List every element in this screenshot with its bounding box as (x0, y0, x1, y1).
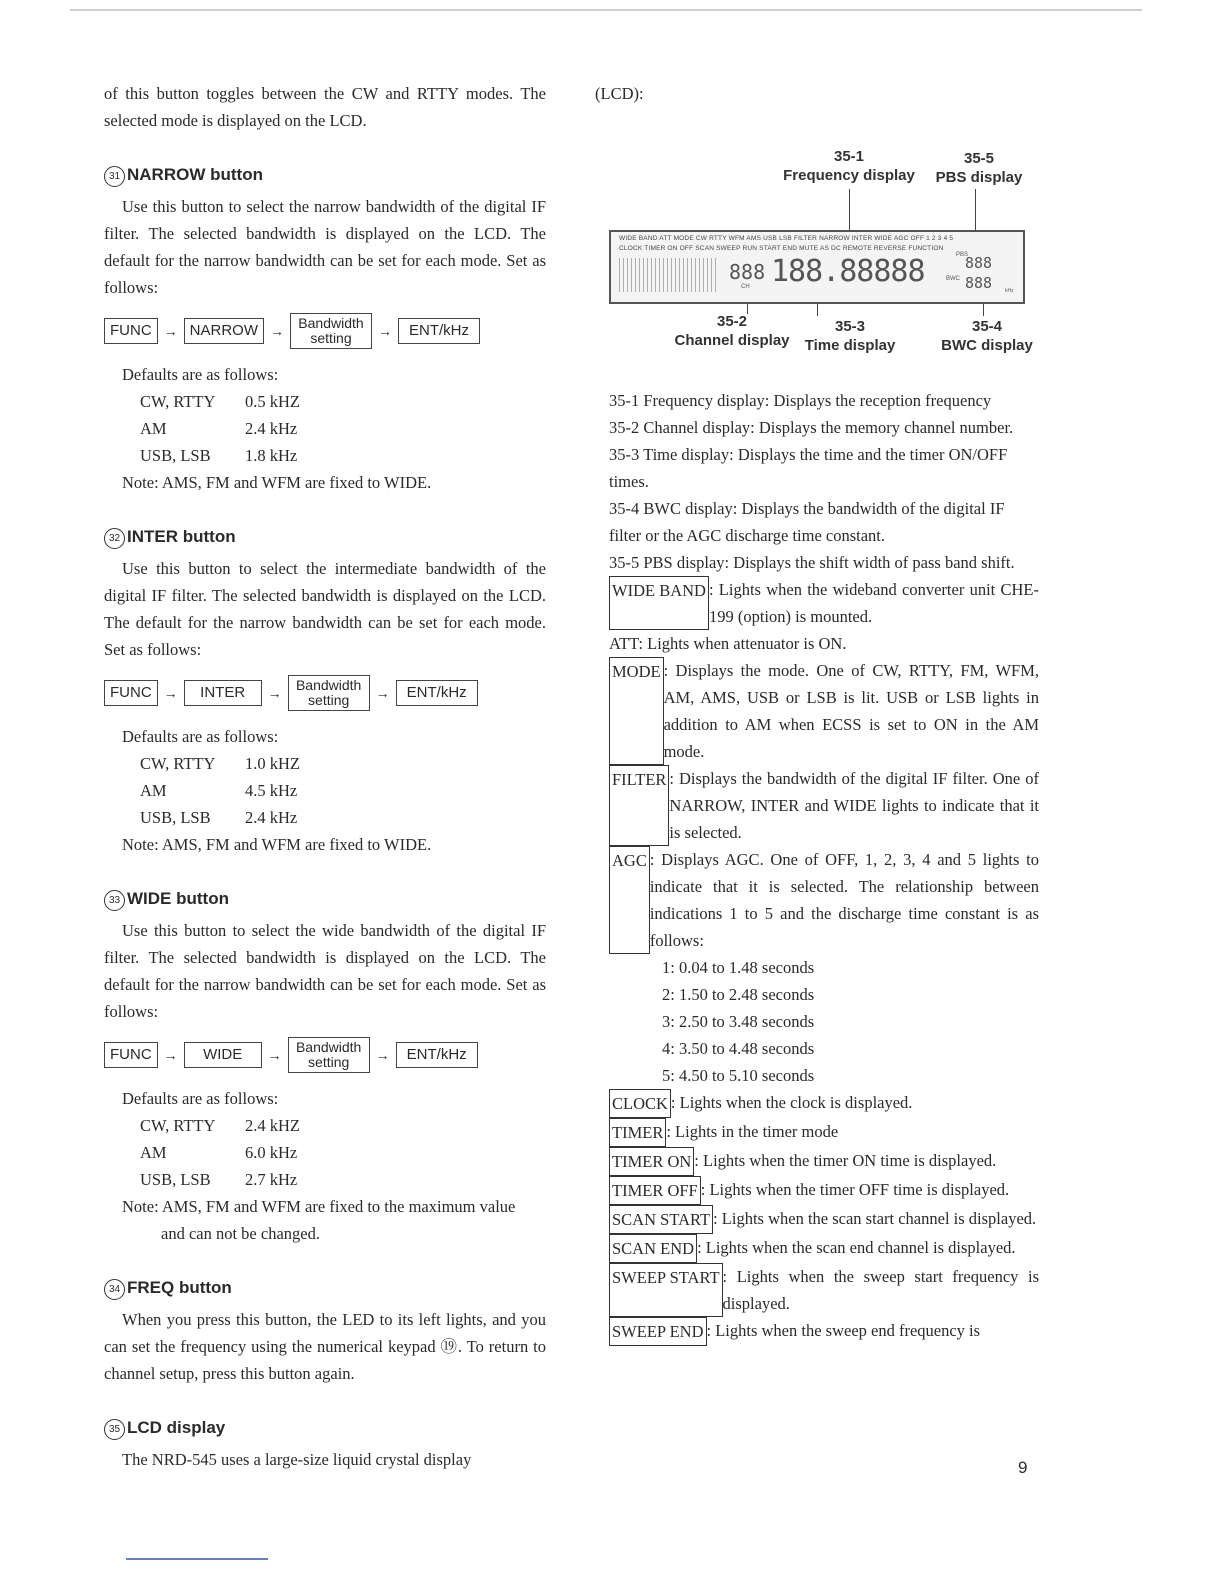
timer-entry (609, 1118, 1039, 1147)
item-key: 35-2 Channel display: (609, 418, 755, 437)
agc-list-item: 1: 0.04 to 1.48 seconds (662, 958, 815, 977)
key-bandwidth-setting: Bandwidth setting (288, 1037, 370, 1073)
arrow-right-icon: → (163, 323, 178, 339)
circled-number: 34 (104, 1279, 125, 1300)
leader-line (817, 302, 818, 316)
label-time-display (795, 317, 905, 355)
lcd-body: The NRD-545 uses a large-size liquid crystal display (122, 1450, 472, 1469)
arrow-right-icon: → (163, 685, 178, 701)
heading-text: INTER button (127, 527, 236, 546)
scan-start-entry (609, 1205, 1039, 1234)
indicator-text: : Displays the bandwidth of the digital IF filter. One of NARROW, INTER and WIDE lights to indicate that it is selected. (669, 769, 1039, 842)
default-row (140, 415, 546, 442)
display-item (609, 495, 1039, 549)
circled-number: 31 (104, 166, 125, 187)
default-value: 2.4 kHz (245, 808, 298, 827)
indicator-text: : Lights when the timer ON time is displayed. (694, 1151, 997, 1170)
display-item-list (609, 387, 1039, 576)
circled-number: 32 (104, 528, 125, 549)
panel-mid-annunciators: CLOCK TIMER ON OFF SCAN SWEEP RUN START END MUTE AS DC REMOTE REVERSE FUNCTION (619, 245, 944, 252)
display-item (609, 441, 1039, 495)
default-value: 2.4 kHz (245, 419, 298, 438)
item-value: Displays the reception frequency (773, 391, 992, 410)
agc-list-item: 5: 4.50 to 5.10 seconds (662, 1066, 815, 1085)
default-row (140, 750, 546, 777)
timer-off-entry (609, 1176, 1039, 1205)
label-number: 35-4 (971, 318, 1003, 335)
panel-top-annunciators: WIDE BAND ATT MODE CW RTTY WFM AMS USB LSB FILTER NARROW INTER WIDE AGC OFF 1 2 3 4 5 (619, 235, 954, 242)
key-ent-khz: ENT/kHz (396, 680, 478, 706)
filter-entry (609, 765, 1039, 846)
intro-paragraph: of this button toggles between the CW and RTTY modes. The selected mode is displayed on the LCD. (104, 84, 546, 130)
inter-note: Note: AMS, FM and WFM are fixed to WIDE. (122, 835, 432, 854)
label-channel-display (667, 312, 797, 350)
heading-text: WIDE button (127, 889, 229, 908)
indicator-text: : Lights when the scan start channel is displayed. (713, 1209, 1037, 1228)
item-value: Displays the time and the timer ON/OFF times. (609, 445, 1008, 491)
pbs-segments: 888 (965, 254, 993, 272)
label-number: 35-1 (833, 148, 865, 165)
label-bwc-display (937, 317, 1037, 355)
channel-segments: 888 (729, 260, 766, 284)
agc-list-item: 2: 1.50 to 2.48 seconds (662, 985, 815, 1004)
default-mode: CW, RTTY (140, 754, 216, 773)
default-value: 1.0 kHZ (245, 754, 300, 773)
item-key: 35-5 PBS display: (609, 553, 730, 572)
top-rule (70, 9, 1142, 11)
key-wide: WIDE (184, 1042, 262, 1068)
default-mode: USB, LSB (140, 808, 211, 827)
arrow-right-icon: → (267, 685, 282, 701)
display-item (609, 549, 1039, 576)
lcd-heading (104, 1417, 546, 1440)
indicator-text: : Lights when the clock is displayed. (670, 1093, 913, 1112)
khz-tag: kHz (1005, 288, 1014, 294)
mode-entry (609, 657, 1039, 765)
label-number: 35-5 (963, 150, 995, 167)
heading-text: NARROW button (127, 165, 263, 184)
default-mode: CW, RTTY (140, 1116, 216, 1135)
signal-meter-scale (619, 258, 719, 292)
channel-tag: CH (741, 284, 750, 290)
indicator-text: : Lights when the wideband converter unit CHE-199 (option) is mounted. (708, 580, 1039, 626)
label-text: Channel display (674, 332, 790, 349)
indicator-key: MODE (609, 657, 664, 765)
indicator-key: FILTER (609, 765, 669, 846)
indicator-key: SCAN START (609, 1205, 713, 1234)
arrow-right-icon: → (375, 685, 390, 701)
inter-key-sequence (104, 675, 546, 711)
key-narrow: NARROW (184, 318, 264, 344)
pbs-tag: PBS (956, 252, 969, 258)
agc-list-item: 4: 3.50 to 4.48 seconds (662, 1039, 815, 1058)
item-value: Displays the memory channel number. (758, 418, 1014, 437)
bwc-segments: 888 (965, 274, 993, 292)
att-entry: ATT: Lights when attenuator is ON. (609, 634, 847, 653)
wide-note: Note: AMS, FM and WFM are fixed to the maximum value (122, 1197, 516, 1216)
defaults-heading: Defaults are as follows: (122, 727, 279, 746)
key-inter: INTER (184, 680, 262, 706)
indicator-text: : Displays the mode. One of CW, RTTY, FM, WFM, AM, AMS, USB or LSB is lit. USB or LSB lights in addition to AM when ECSS is set to ON in the AM mode. (663, 661, 1039, 761)
default-value: 2.4 kHZ (245, 1116, 300, 1135)
label-pbs-display (929, 149, 1029, 187)
indicator-text: : Lights when the scan end channel is displayed. (697, 1238, 1016, 1257)
key-ent-khz: ENT/kHz (396, 1042, 478, 1068)
item-value: Displays the shift width of pass band shift. (733, 553, 1015, 572)
default-value: 2.7 kHz (245, 1170, 298, 1189)
heading-text: FREQ button (127, 1278, 232, 1297)
display-item (609, 387, 1039, 414)
defaults-heading: Defaults are as follows: (122, 1089, 279, 1108)
default-row (140, 804, 546, 831)
indicator-text: : Lights when the timer OFF time is displayed. (700, 1180, 1010, 1199)
default-row (140, 777, 546, 804)
wide-heading (104, 888, 546, 911)
label-text: Frequency display (783, 167, 915, 184)
key-bandwidth-setting: Bandwidth setting (290, 313, 372, 349)
label-number: 35-3 (834, 318, 866, 335)
lcd-suffix: (LCD): (595, 84, 644, 103)
key-func: FUNC (104, 680, 158, 706)
inter-body: Use this button to select the intermediate bandwidth of the digital IF filter. The selected bandwidth is displayed on the LCD. The default for the narrow bandwidth can be set for each mode. Set as follows: (104, 559, 546, 659)
lcd-figure (609, 107, 1039, 354)
arrow-right-icon: → (163, 1047, 178, 1063)
indicator-key: CLOCK (609, 1089, 671, 1118)
indicator-key: WIDE BAND (609, 576, 709, 630)
bottom-rule (126, 1558, 268, 1560)
label-number: 35-2 (716, 313, 748, 330)
default-mode: AM (140, 781, 167, 800)
default-value: 4.5 kHz (245, 781, 298, 800)
circled-number: 33 (104, 890, 125, 911)
default-row (140, 442, 546, 469)
right-column (595, 80, 1039, 1346)
arrow-right-icon: → (267, 1047, 282, 1063)
indicator-key: SCAN END (609, 1234, 697, 1263)
agc-list-item: 3: 2.50 to 3.48 seconds (662, 1012, 815, 1031)
default-mode: USB, LSB (140, 1170, 211, 1189)
arrow-right-icon: → (375, 1047, 390, 1063)
default-row (140, 388, 546, 415)
indicator-text: : Lights in the timer mode (666, 1122, 839, 1141)
indicator-key: TIMER ON (609, 1147, 694, 1176)
label-text: Time display (804, 337, 896, 354)
item-key: 35-1 Frequency display: (609, 391, 770, 410)
indicator-key: SWEEP END (609, 1317, 707, 1346)
sweep-end-entry (609, 1317, 1039, 1346)
indicator-text: : Lights when the sweep end frequency is (706, 1321, 981, 1340)
clock-entry (609, 1089, 1039, 1118)
item-key: 35-3 Time display: (609, 445, 734, 464)
page-number: 9 (1018, 1458, 1028, 1477)
left-column (104, 80, 546, 1473)
indicator-key: SWEEP START (609, 1263, 723, 1317)
indicator-key: AGC (609, 846, 650, 954)
default-mode: AM (140, 419, 167, 438)
lcd-panel (609, 230, 1025, 304)
default-value: 0.5 kHZ (245, 392, 300, 411)
defaults-heading: Defaults are as follows: (122, 365, 279, 384)
narrow-heading (104, 164, 546, 187)
bwc-tag: BWC (946, 276, 960, 282)
key-ent-khz: ENT/kHz (398, 318, 480, 344)
sweep-start-entry (609, 1263, 1039, 1317)
indicator-text: : Displays AGC. One of OFF, 1, 2, 3, 4 and 5 lights to indicate that it is selected. The relationship between indications 1 to 5 and the discharge time constant is as follows: (649, 850, 1039, 950)
heading-text: LCD display (127, 1418, 226, 1437)
freq-body: When you press this button, the LED to its left lights, and you can set the frequency using the numerical keypad ⑲. To return to channel setup, press this button again. (104, 1310, 546, 1383)
scan-end-entry (609, 1234, 1039, 1263)
leader-line (983, 302, 984, 316)
circled-number: 35 (104, 1419, 125, 1440)
default-value: 1.8 kHz (245, 446, 298, 465)
inter-heading (104, 526, 546, 549)
leader-line (975, 189, 976, 231)
indicator-key: TIMER (609, 1118, 666, 1147)
default-row (140, 1139, 546, 1166)
label-text: PBS display (935, 169, 1023, 186)
frequency-segments: 188.88888 (771, 254, 925, 289)
leader-line (849, 189, 850, 231)
wide-note-continued: and can not be changed. (161, 1224, 320, 1243)
key-bandwidth-setting: Bandwidth setting (288, 675, 370, 711)
timer-on-entry (609, 1147, 1039, 1176)
key-func: FUNC (104, 318, 158, 344)
agc-entry (609, 846, 1039, 954)
narrow-key-sequence (104, 313, 546, 349)
indicator-key: TIMER OFF (609, 1176, 701, 1205)
label-text: BWC display (941, 337, 1033, 354)
wide-body: Use this button to select the wide bandwidth of the digital IF filter. The selected bandwidth is displayed on the LCD. The default for the narrow bandwidth can be set for each mode. Set as follows: (104, 921, 546, 1021)
wideband-entry (609, 576, 1039, 630)
narrow-body: Use this button to select the narrow bandwidth of the digital IF filter. The selected bandwidth is displayed on the LCD. The default for the narrow bandwidth can be set for each mode. Set as follows: (104, 197, 546, 297)
freq-heading (104, 1277, 546, 1300)
default-row (140, 1166, 546, 1193)
item-value: Displays the bandwidth of the digital IF filter or the AGC discharge time constant. (609, 499, 1005, 545)
item-key: 35-4 BWC display: (609, 499, 738, 518)
wide-key-sequence (104, 1037, 546, 1073)
key-func: FUNC (104, 1042, 158, 1068)
default-mode: AM (140, 1143, 167, 1162)
default-row (140, 1112, 546, 1139)
narrow-note: Note: AMS, FM and WFM are fixed to WIDE. (122, 473, 432, 492)
default-mode: USB, LSB (140, 446, 211, 465)
default-value: 6.0 kHz (245, 1143, 298, 1162)
display-item (609, 414, 1039, 441)
indicator-text: : Lights when the sweep start frequency is displayed. (722, 1267, 1039, 1313)
default-mode: CW, RTTY (140, 392, 216, 411)
arrow-right-icon: → (378, 323, 392, 339)
arrow-right-icon: → (270, 323, 284, 339)
label-frequency-display (779, 147, 919, 185)
